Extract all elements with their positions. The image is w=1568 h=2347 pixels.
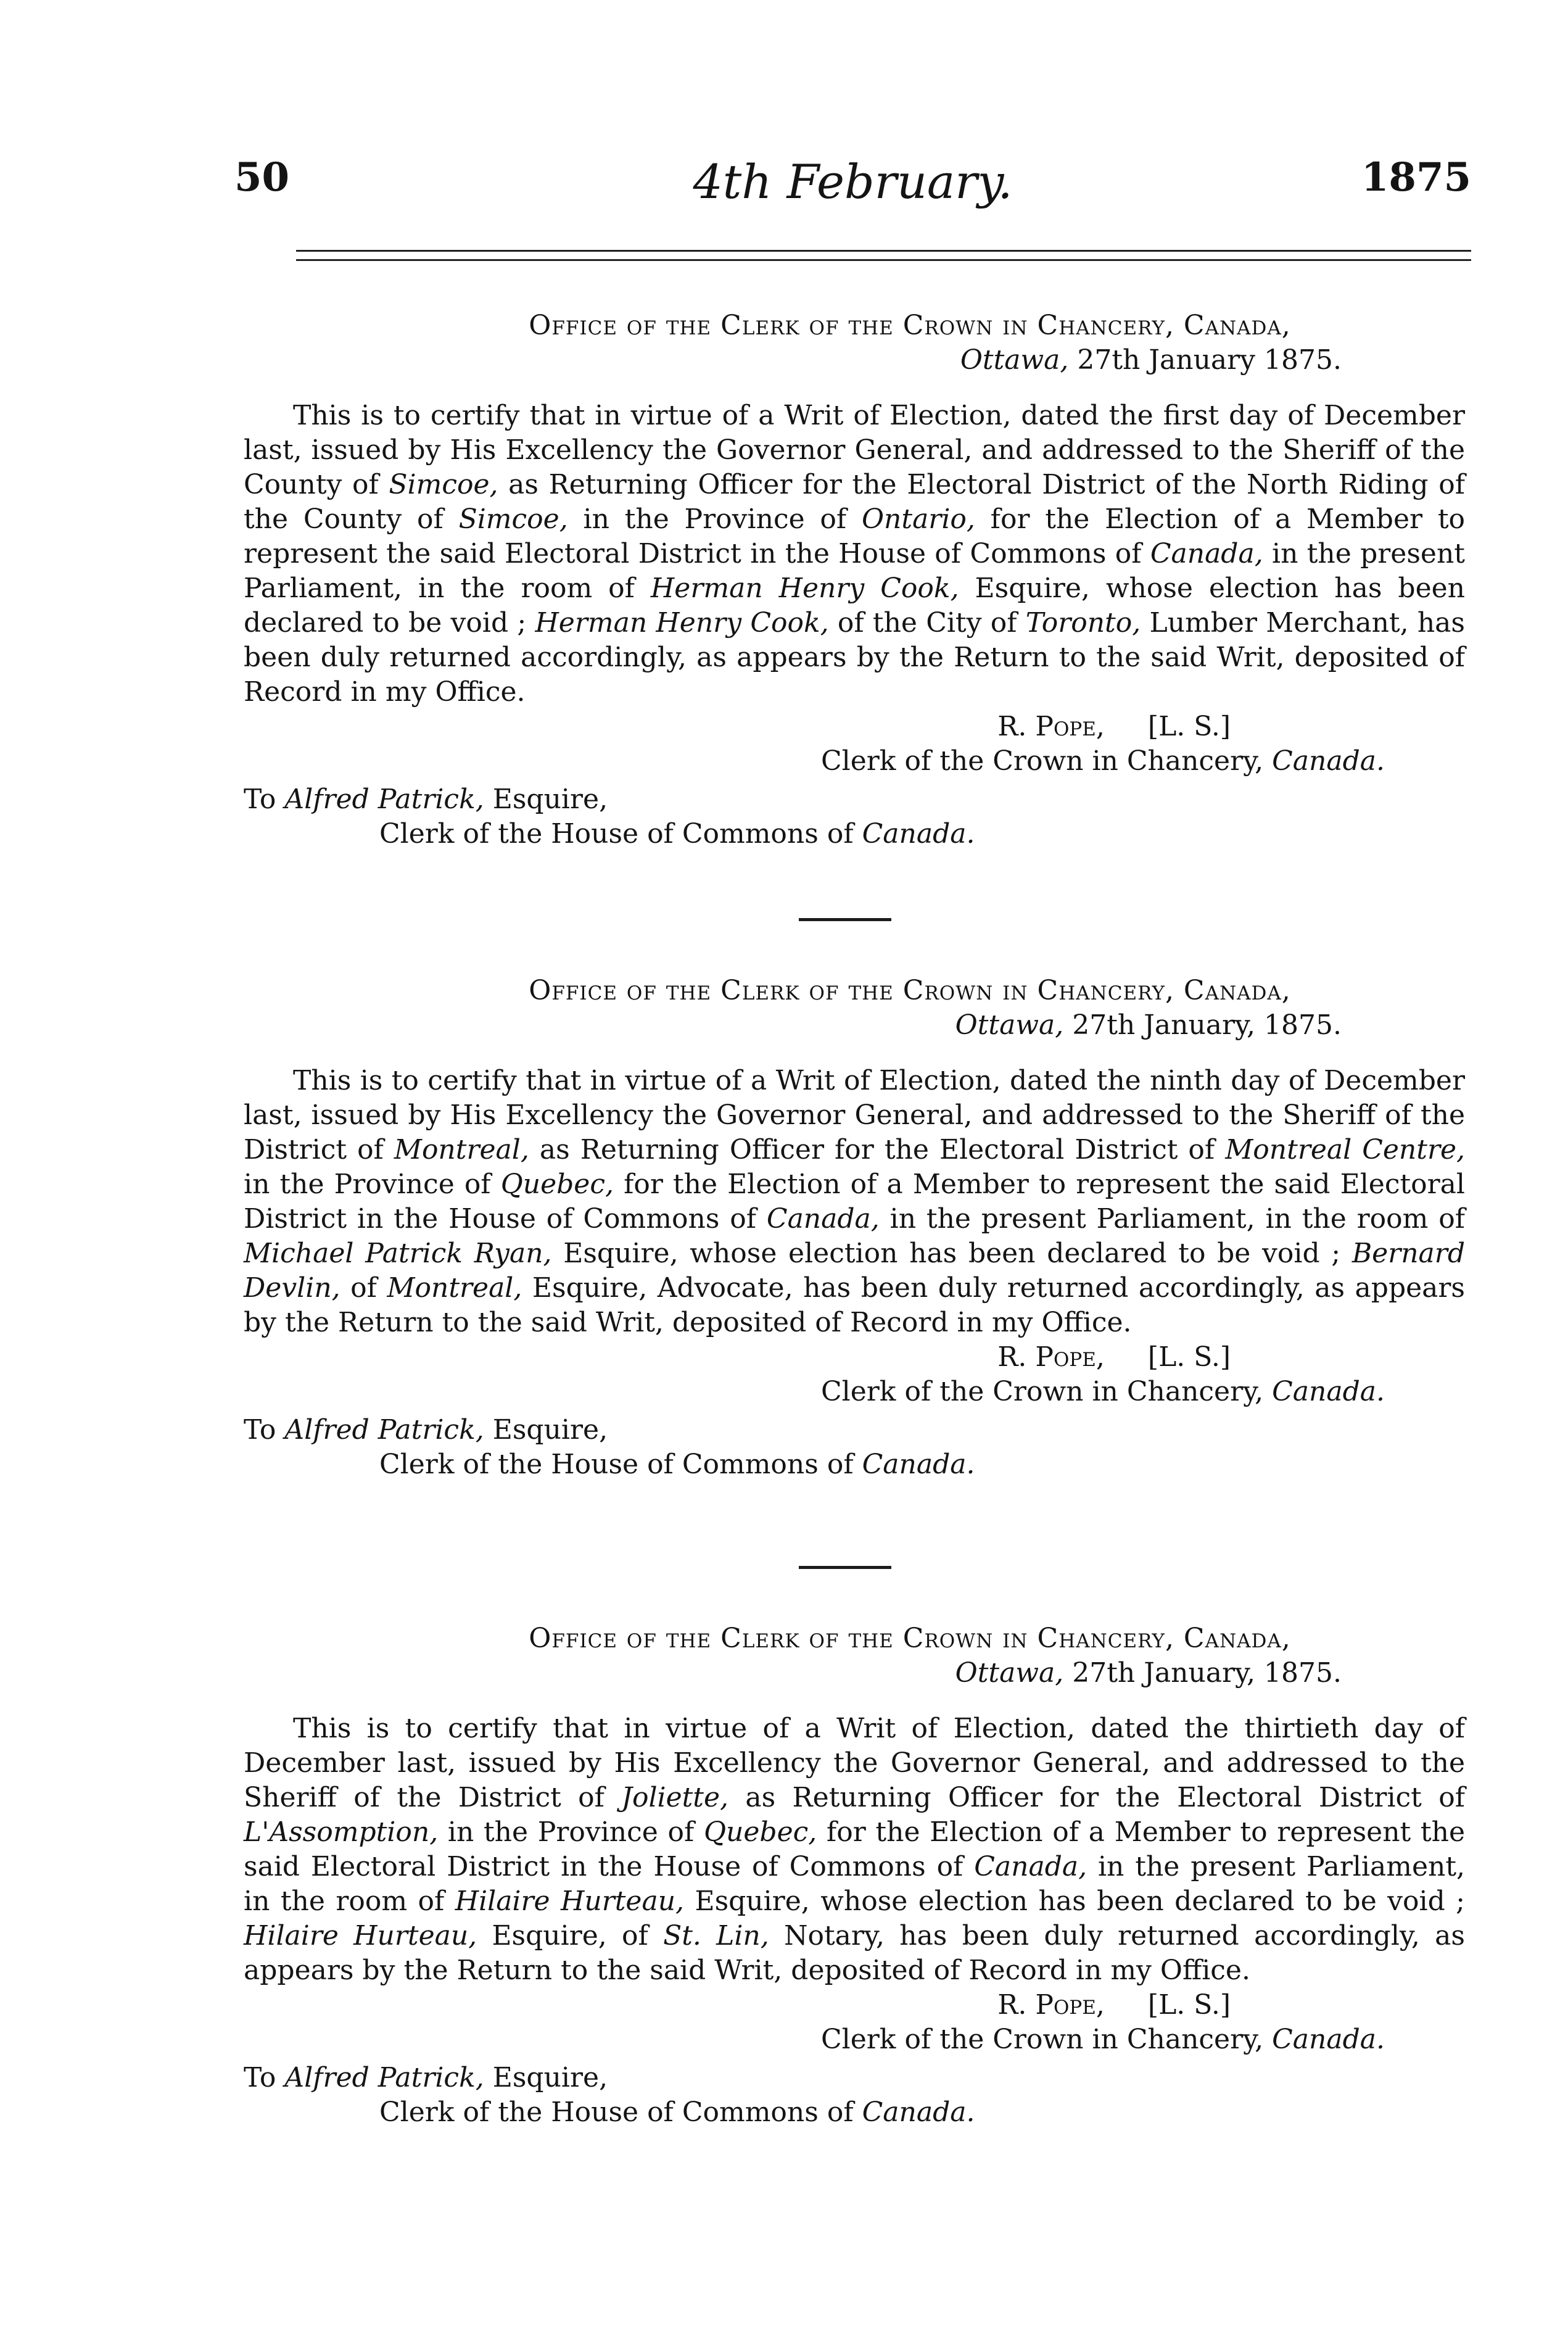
addressee-title-line — [244, 1447, 1465, 1482]
notice-office-heading: Office of the Clerk of the Crown in Chancery, Canada, — [529, 975, 1291, 1006]
text-run: for the Election of a Member to represent the said Electoral District in the House of Commons of — [244, 1816, 1465, 1882]
italic-text-run: Montreal Centre, — [1225, 1134, 1466, 1165]
signature-title: Clerk of the Crown in Chancery, — [821, 2024, 1264, 2055]
italic-text-run: Ontario, — [861, 503, 975, 535]
page-number: 50 — [234, 154, 290, 201]
italic-text-run: Canada, — [974, 1851, 1087, 1882]
text-run: Esquire, of — [477, 1920, 664, 1952]
text-run: as Returning Officer for the Electoral District of — [728, 1782, 1465, 1813]
section-divider — [799, 918, 891, 921]
page-date-title: 4th February. — [693, 154, 1013, 209]
seal-mark: [L. S.] — [1147, 711, 1231, 742]
notice-1 — [244, 308, 1465, 851]
text-run: Esquire, Advocate, has been duly returned accordingly, as appears by the Return to the said Writ, deposited of Record in my Office. — [244, 1272, 1465, 1338]
addressee-line — [244, 1413, 1465, 1447]
italic-text-run: Michael Patrick Ryan, — [244, 1238, 552, 1269]
notice-body — [244, 399, 1465, 710]
page-year: 1875 — [1361, 154, 1471, 201]
signature-title-line — [244, 744, 1465, 779]
text-run: for the Election of a Member to represent the said Electoral District in the House of Commons of — [244, 1169, 1465, 1235]
italic-text-run: Simcoe, — [389, 469, 498, 500]
signature-place: Canada. — [1272, 745, 1385, 777]
signature-name: R. Pope, — [997, 1341, 1105, 1373]
addressee-title: Clerk of the House of Commons of — [379, 818, 854, 850]
italic-text-run: Joliette, — [621, 1782, 729, 1813]
text-run: of the City of — [828, 607, 1026, 639]
text-run: as Returning Officer for the Electoral District of — [529, 1134, 1226, 1165]
italic-text-run: Quebec, — [703, 1816, 817, 1848]
notice-place: Ottawa, — [955, 1657, 1064, 1689]
notice-date: 27th January, 1875. — [1072, 1657, 1342, 1689]
italic-text-run: St. Lin, — [663, 1920, 769, 1952]
signature-place: Canada. — [1272, 2024, 1385, 2055]
signature-title: Clerk of the Crown in Chancery, — [821, 1376, 1264, 1407]
text-run: This is to certify that in virtue of a Writ of Election, dated the thirtieth day of December last, issued by His Excellency the Governor General, and addressed to the Sheriff of the District of — [244, 1713, 1465, 1813]
text-run: of — [340, 1272, 387, 1304]
signature-place: Canada. — [1272, 1376, 1385, 1407]
addressee-title-line — [244, 2095, 1465, 2130]
addressee-place: Canada. — [862, 2097, 975, 2128]
addressee-suffix: Esquire, — [492, 784, 608, 815]
page-header — [234, 148, 1471, 216]
notice-place: Ottawa, — [960, 344, 1069, 376]
notice-dateline — [244, 343, 1465, 378]
signature-title-line — [244, 1375, 1465, 1409]
addressee-prefix: To — [244, 2062, 276, 2093]
signature-name: R. Pope, — [997, 1989, 1105, 2021]
addressee-suffix: Esquire, — [492, 2062, 608, 2093]
addressee-suffix: Esquire, — [492, 1414, 608, 1446]
italic-text-run: L'Assomption, — [244, 1816, 439, 1848]
text-run: in the Province of — [244, 1169, 501, 1200]
addressee-prefix: To — [244, 784, 276, 815]
text-run: This is to certify that in virtue of a Writ of Election, dated the first day of December last, issued by His Excellency the Governor General, and addressed to the Sheriff of the County of — [244, 400, 1465, 500]
addressee-line — [244, 2061, 1465, 2095]
signature-line — [244, 1988, 1465, 2022]
notice-body — [244, 1064, 1465, 1340]
addressee-name: Alfred Patrick, — [284, 784, 484, 815]
italic-text-run: Canada, — [1150, 538, 1263, 569]
notice-2 — [244, 974, 1465, 1482]
text-run: Esquire, whose election has been declared to be void ; — [551, 1238, 1352, 1269]
addressee-name: Alfred Patrick, — [284, 2062, 484, 2093]
signature-title-line — [244, 2022, 1465, 2057]
italic-text-run: Herman Henry Cook, — [535, 607, 829, 639]
signature-name: R. Pope, — [997, 711, 1105, 742]
text-run: for the Election of a Member to represent the said Electoral District in the House of Commons of — [244, 503, 1465, 569]
section-divider — [799, 1566, 891, 1569]
addressee-title-line — [244, 817, 1465, 851]
text-run: in the Province of — [438, 1816, 704, 1848]
signature-line — [244, 1340, 1465, 1375]
text-run: in the present Parliament, in the room of — [244, 538, 1465, 604]
italic-text-run: Montreal, — [387, 1272, 522, 1304]
addressee-prefix: To — [244, 1414, 276, 1446]
addressee-name: Alfred Patrick, — [284, 1414, 484, 1446]
addressee-place: Canada. — [862, 818, 975, 850]
text-run: This is to certify that in virtue of a Writ of Election, dated the ninth day of December last, issued by His Excellency the Governor General, and addressed to the Sheriff of the District of — [244, 1065, 1465, 1165]
text-run: Notary, has been duly returned accordingly, as appears by the Return to the said Writ, deposited of Record in my Office. — [244, 1920, 1465, 1986]
italic-text-run: Quebec, — [500, 1169, 614, 1200]
notice-date: 27th January 1875. — [1077, 344, 1342, 376]
notice-office-heading: Office of the Clerk of the Crown in Chancery, Canada, — [529, 1623, 1291, 1654]
text-run: Esquire, whose election has been declared to be void ; — [684, 1885, 1465, 1917]
addressee-title: Clerk of the House of Commons of — [379, 1449, 854, 1480]
addressee-line — [244, 782, 1465, 817]
italic-text-run: Hilaire Hurteau, — [455, 1885, 685, 1917]
notice-office-heading: Office of the Clerk of the Crown in Chancery, Canada, — [529, 310, 1291, 341]
signature-title: Clerk of the Crown in Chancery, — [821, 745, 1264, 777]
italic-text-run: Hilaire Hurteau, — [244, 1920, 477, 1952]
addressee-place: Canada. — [862, 1449, 975, 1480]
text-run: in the Province of — [567, 503, 862, 535]
italic-text-run: Canada, — [766, 1203, 880, 1235]
notice-date: 27th January, 1875. — [1072, 1009, 1342, 1041]
text-run: in the present Parliament, in the room of — [879, 1203, 1465, 1235]
notice-place: Ottawa, — [955, 1009, 1064, 1041]
text-run: as Returning Officer for the Electoral District of the North Riding of the County of — [244, 469, 1465, 535]
italic-text-run: Toronto, — [1025, 607, 1141, 639]
italic-text-run: Simcoe, — [458, 503, 568, 535]
header-double-rule — [296, 250, 1471, 261]
text-run: Esquire, whose election has been declared to be void ; — [244, 573, 1466, 639]
italic-text-run: Montreal, — [394, 1134, 529, 1165]
notice-dateline — [244, 1008, 1465, 1043]
text-run: in the present Parliament, in the room of — [244, 1851, 1465, 1917]
text-run: Lumber Merchant, has been duly returned accordingly, as appears by the Return to the said Writ, deposited of Record in my Office. — [244, 607, 1465, 708]
signature-line — [244, 710, 1465, 744]
italic-text-run: Herman Henry Cook, — [650, 573, 959, 604]
notice-body — [244, 1712, 1465, 1988]
italic-text-run: Bernard Devlin, — [244, 1238, 1465, 1304]
seal-mark: [L. S.] — [1147, 1341, 1231, 1373]
notice-dateline — [244, 1656, 1465, 1691]
addressee-title: Clerk of the House of Commons of — [379, 2097, 854, 2128]
seal-mark: [L. S.] — [1147, 1989, 1231, 2021]
notice-3 — [244, 1621, 1465, 2130]
